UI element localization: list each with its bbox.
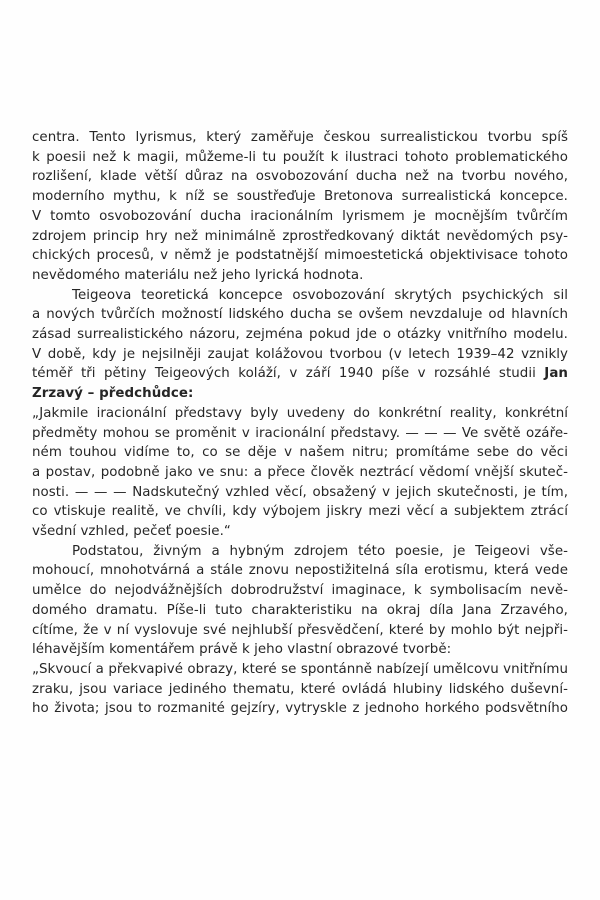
text-line: centra. Tento lyrismus, který zaměřuje českou surrealistickou tvorbu spíš (32, 130, 568, 145)
quote-line: ném touhou vidíme to, co se děje v našem nitru; promítáme sebe do věci (32, 445, 568, 461)
paragraph-first-line: Podstatou, živným a hybným zdrojem této poesie, je Teigeovi vše- (72, 543, 568, 559)
bold-name: Jan (544, 366, 568, 382)
text-line: umělce do nejodvážnějších dobrodružství imaginace, k symbolisacím nevě- (32, 583, 568, 599)
text-line: mohoucí, mnohotvárná a stále znovu nepostižitelná síla erotismu, která vede (32, 563, 568, 579)
text-line: V tomto osvobozování ducha iracionálním lyrismem je mocnějším tvůrčím (32, 208, 568, 224)
text-line: V době, kdy je nejsilněji zaujat kolážovou tvorbou (v letech 1939–42 vznikly (32, 346, 568, 362)
body-text (32, 128, 568, 719)
quote-line: předměty mohou se proměnit v iracionální představy. — — — Ve světě ozáře- (32, 425, 568, 441)
text-line: domého dramatu. Píše-li tuto charakteristiku na okraj díla Jana Zrzavého, (32, 602, 568, 618)
quote-line: co vtiskuje realitě, ve chvíli, kdy výbojem jiskry mezi věcí a subjektem ztrácí (32, 504, 568, 520)
quote-line: ho života; jsou to rozmanité gejzíry, vytryskle z jednoho horkého podsvětního (32, 701, 568, 717)
text-line-with-name (32, 364, 568, 384)
text-line: zásad surrealistického názoru, zejména pokud jde o otázky vnitřního modelu. (32, 327, 568, 343)
paragraph-first-line: Teigeova teoretická koncepce osvobozování skrytých psychických sil (72, 287, 568, 303)
text-line: zdrojem princip hry než minimálně zprostředkovaný diktát nevědomých psy- (32, 228, 568, 244)
quote-line: a postav, podobně jako ve snu: a přece člověk neztrácí vědomí vnější skuteč- (32, 464, 568, 480)
text-segment: téměř tři pětiny Teigeových koláží, v září 1940 píše v rozsáhlé studii (32, 366, 545, 382)
text-line: rozlišení, klade větší důraz na osvobozování ducha než na tvorbu nového, (32, 169, 568, 185)
text-line: k poesii než k magii, můžeme-li tu použít k ilustraci tohoto problematického (32, 149, 568, 165)
text-line: a nových tvůrčích možností lidského ducha se ovšem nevzdaluje od hlavních (32, 307, 568, 323)
text-line: cítíme, že v ní vyslovuje své nejhlubší přesvědčení, které by mohlo být nejpři- (32, 622, 568, 638)
quote-line: všední vzhled, pečeť poesie.“ (32, 524, 231, 540)
quote-line: „Jakmile iracionální představy byly uvedeny do konkrétní reality, konkrétní (32, 405, 568, 421)
text-line: chických procesů, v němž je podstatnější mimoestetická objektivisace tohoto (32, 248, 568, 264)
quote-line: „Skvoucí a překvapivé obrazy, které se spontánně nabízejí umělcovu vnitřnímu (32, 661, 568, 677)
quote-line: zraku, jsou variace jediného thematu, které ovládá hlubiny lidského duševní- (32, 681, 568, 697)
quote-line: nosti. — — — Nadskutečný vzhled věcí, obsažený v jejich skutečnosti, je tím, (32, 484, 568, 500)
text-line: nevědomého materiálu než jeho lyrická hodnota. (32, 267, 364, 283)
text-line: léhavějším komentářem právě k jeho vlastní obrazové tvorbě: (32, 642, 452, 658)
bold-title-line: Zrzavý – předchůdce: (32, 386, 194, 402)
text-line: moderního mythu, k níž se soustřeďuje Bretonova surrealistická koncepce. (32, 189, 568, 205)
